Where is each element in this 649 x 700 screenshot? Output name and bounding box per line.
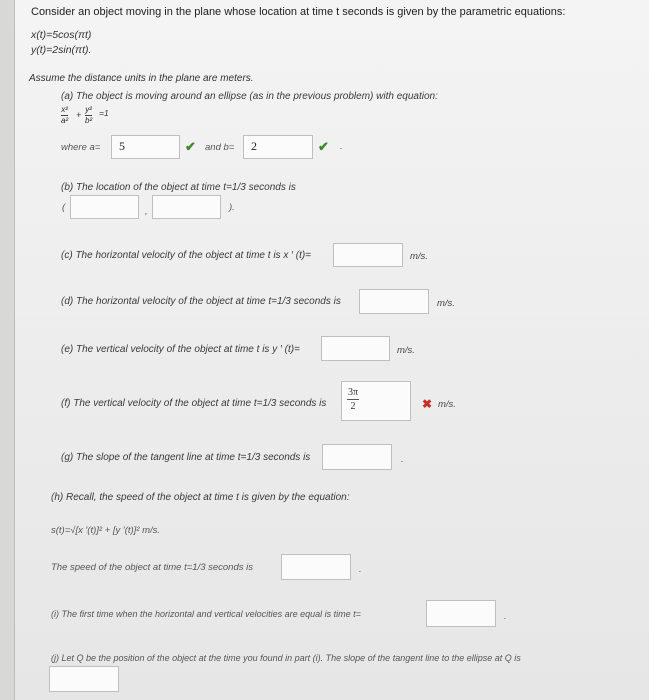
answer-b-input[interactable]: 2 (243, 135, 313, 159)
answer-j-input[interactable] (49, 666, 119, 692)
part-c-text: (c) The horizontal velocity of the object at time t is x ′ (t)= (61, 250, 312, 261)
part-h-text: (h) Recall, the speed of the object at time t is given by the equation: (51, 492, 350, 503)
part-f-text: (f) The vertical velocity of the object at time t=1/3 seconds is (61, 398, 327, 409)
check-icon: ✔ (318, 139, 329, 154)
answer-i-input[interactable] (426, 600, 496, 627)
part-e-unit: m/s. (397, 345, 415, 356)
ellipse-plus: + (76, 110, 82, 120)
equation-y: y(t)=2sin(πt). (31, 44, 92, 56)
part-g-period: . (401, 454, 404, 465)
part-f-unit: m/s. (438, 399, 456, 410)
answer-f-input[interactable] (341, 381, 411, 421)
ellipse-rhs: =1 (99, 108, 109, 118)
answer-f-num: 3π (347, 387, 359, 398)
part-j-text: (j) Let Q be the position of the object at the time you found in part (i). The slope of the tangent line to the ellipse at Q is (51, 653, 521, 663)
answer-f-fraction (347, 387, 359, 412)
cross-icon: ✖ (422, 397, 433, 411)
comma: , (145, 206, 148, 217)
answer-b-y-input[interactable] (152, 195, 221, 219)
ellipse-x-den: a² (61, 116, 69, 125)
assumption-text: Assume the distance units in the plane are meters. (29, 73, 254, 84)
part-a-text: (a) The object is moving around an ellipse (as in the previous problem) with equation: (61, 91, 438, 102)
part-d-text: (d) The horizontal velocity of the object at time t=1/3 seconds is (61, 296, 341, 307)
speed-question: The speed of the object at time t=1/3 seconds is (51, 562, 253, 573)
answer-a-input[interactable]: 5 (111, 135, 180, 159)
and-b-label: and b= (205, 142, 235, 153)
part-b-text: (b) The location of the object at time t=1/3 seconds is (61, 182, 296, 193)
worksheet (14, 0, 649, 700)
answer-f-den: 2 (350, 401, 356, 412)
ellipse-y-den: b² (85, 116, 93, 125)
ellipse-x-term (61, 106, 68, 125)
ellipse-x-num: x² (61, 105, 68, 114)
ellipse-y-term (85, 106, 92, 125)
answer-h-input[interactable] (281, 554, 351, 580)
part-c-unit: m/s. (410, 251, 428, 262)
open-paren: ( (62, 202, 66, 213)
answer-d-input[interactable] (359, 289, 429, 314)
answer-g-input[interactable] (322, 444, 392, 470)
part-e-text: (e) The vertical velocity of the object at time t is y ′ (t)= (61, 344, 300, 355)
part-h-period: . (359, 564, 362, 575)
ellipse-y-num: y² (85, 105, 92, 114)
close-paren: ). (229, 202, 235, 213)
check-icon: ✔ (185, 139, 196, 154)
part-a-period: . (340, 141, 343, 152)
speed-formula: s(t)=√[x ′(t)]² + [y ′(t)]² m/s. (51, 525, 161, 536)
answer-c-input[interactable] (333, 243, 403, 267)
equation-x: x(t)=5cos(πt) (31, 29, 92, 41)
part-i-text: (i) The first time when the horizontal and vertical velocities are equal is time t= (51, 609, 361, 619)
part-d-unit: m/s. (437, 298, 455, 309)
intro-text: Consider an object moving in the plane whose location at time t seconds is given by the parametric equations: (31, 6, 566, 18)
where-a-label: where a= (61, 142, 101, 153)
part-g-text: (g) The slope of the tangent line at time t=1/3 seconds is (61, 452, 311, 463)
answer-b-x-input[interactable] (70, 195, 139, 219)
answer-e-input[interactable] (321, 336, 390, 361)
part-i-period: . (504, 611, 507, 622)
